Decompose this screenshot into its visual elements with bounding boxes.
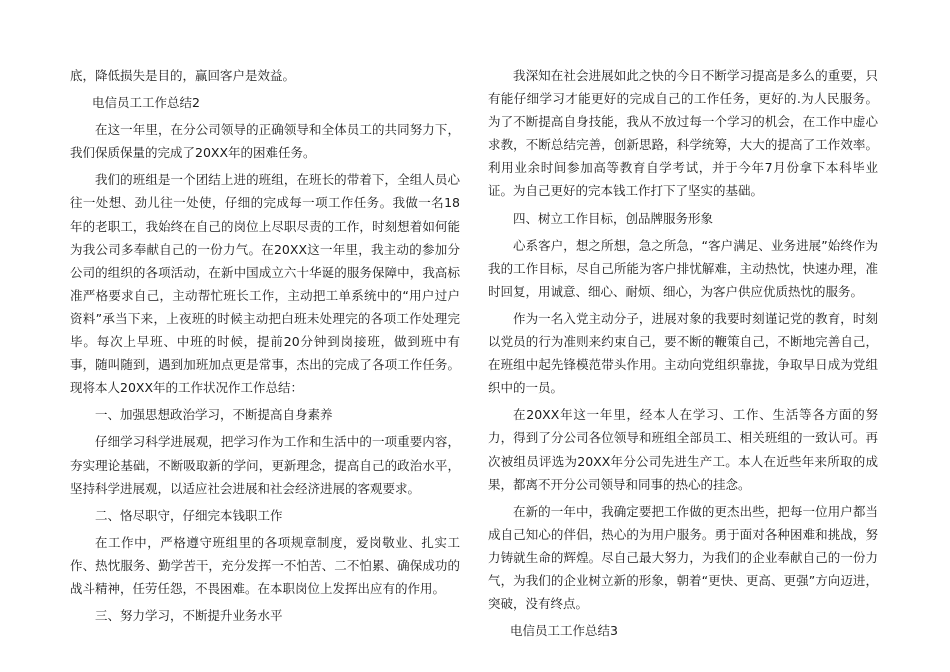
paragraph: 我们的班组是一个团结上进的班组，在班长的带着下，全组人员心往一处想、劲儿往一处使，仔细的完成每一项工作任务。我做一名18年的老职工，我始终在自己的岗位上尽职尽责的工作，时刻想着如何能为我公司多奉献自己的一份力气。在20XX这一年里，我主动的参加分公司的组织的各项活动，在新中国成立六十华诞的服务保障中，我高标准严格要求自己，主动帮忙班长工作，主动把工单系统中的“用户过户资料”承当下来，上夜班的时候主动把白班未处理完的各项工作处理完毕。每次上早班、中班的时候，提前20分钟到岗接班，做到班中有事，随叫随到，遇到加班加点更是常事，杰出的完成了各项工作任务。现将本人20XX年的工作状况作工作总结： [70, 172, 460, 396]
section-heading: 三、努力学习，不断提升业务水平 [95, 608, 283, 624]
right-column [488, 64, 878, 646]
section-heading: 四、树立工作目标，创品牌服务形象 [513, 210, 714, 226]
paragraph: 在新的一年中，我确定要把工作做的更杰出些，把每一位用户都当成自己知心的伴侣，热心的为用户服务。勇于面对各种困难和挑战，努力铸就生命的辉煌。尽自己最大努力，为我们的企业奉献自己的一份力气，为我们的企业树立新的形象，朝着“更快、更高、更强”方向迈进，突破，没有终点。 [488, 503, 878, 612]
section-title: 电信员工工作总结3 [510, 623, 618, 639]
paragraph: 仔细学习科学进展观，把学习作为工作和生活中的一项重要内容，夯实理论基础，不断吸取新的学问，更新理念，提高自己的政治水平，坚持科学进展观，以适应社会进展和社会经济进展的客观要求。 [70, 434, 460, 496]
paragraph: 在工作中，严格遵守班组里的各项规章制度，爱岗敬业、扎实工作、热忱服务、勤学苦干，充分发挥一不怕苦、二不怕累、确保成功的战斗精神，任劳任怨，不畏困难。在本职岗位上发挥出应有的作用。 [70, 534, 460, 596]
paragraph: 底，降低损失是目的，赢回客户是效益。 [70, 68, 296, 83]
paragraph: 作为一名入党主动分子，进展对象的我要时刻谨记党的教育，时刻以党员的行为准则来约束自己，要不断的鞭策自己，不断地完善自己，在班组中起先锋模范带头作用。主动向党组织靠拢，争取早日成为党组织中的一员。 [488, 310, 878, 396]
paragraph: 心系客户，想之所想，急之所急，“客户满足、业务进展”始终作为我的工作目标，尽自己所能为客户排忧解难，主动热忱，快速办理，准时回复，用诚意、细心、耐烦、细心，为客户供应优质热忱的服务。 [488, 237, 878, 299]
section-heading: 一、加强思想政治学习，不断提高自身素养 [95, 407, 333, 423]
paragraph: 我深知在社会进展如此之快的今日不断学习提高是多么的重要，只有能仔细学习才能更好的完成自己的工作任务，更好的.为人民服务。为了不断提高自身技能，我从不放过每一个学习的机会，在工作中虚心求教，不断总结完善，创新思路，科学统筹，大大的提高了工作效率。利用业余时间参加高等教育自学考试，并于今年7月份拿下本科毕业证。为自己更好的完本钱工作打下了坚实的基础。 [488, 68, 878, 199]
left-column [70, 64, 460, 631]
section-heading: 二、恪尽职守，仔细完本钱职工作 [95, 507, 283, 523]
section-title: 电信员工工作总结2 [92, 95, 200, 111]
paragraph: 在20XX年这一年里，经本人在学习、工作、生活等各方面的努力，得到了分公司各位领导和班组全部员工、相关班组的一致认可。再次被组员评选为20XX年分公司先进生产工。本人在近些年来所取的成果，都离不开分公司领导和同事的热心的挂念。 [488, 407, 878, 492]
paragraph: 在这一年里，在分公司领导的正确领导和全体员工的共同努力下，我们保质保量的完成了20XX年的困难任务。 [70, 122, 460, 161]
